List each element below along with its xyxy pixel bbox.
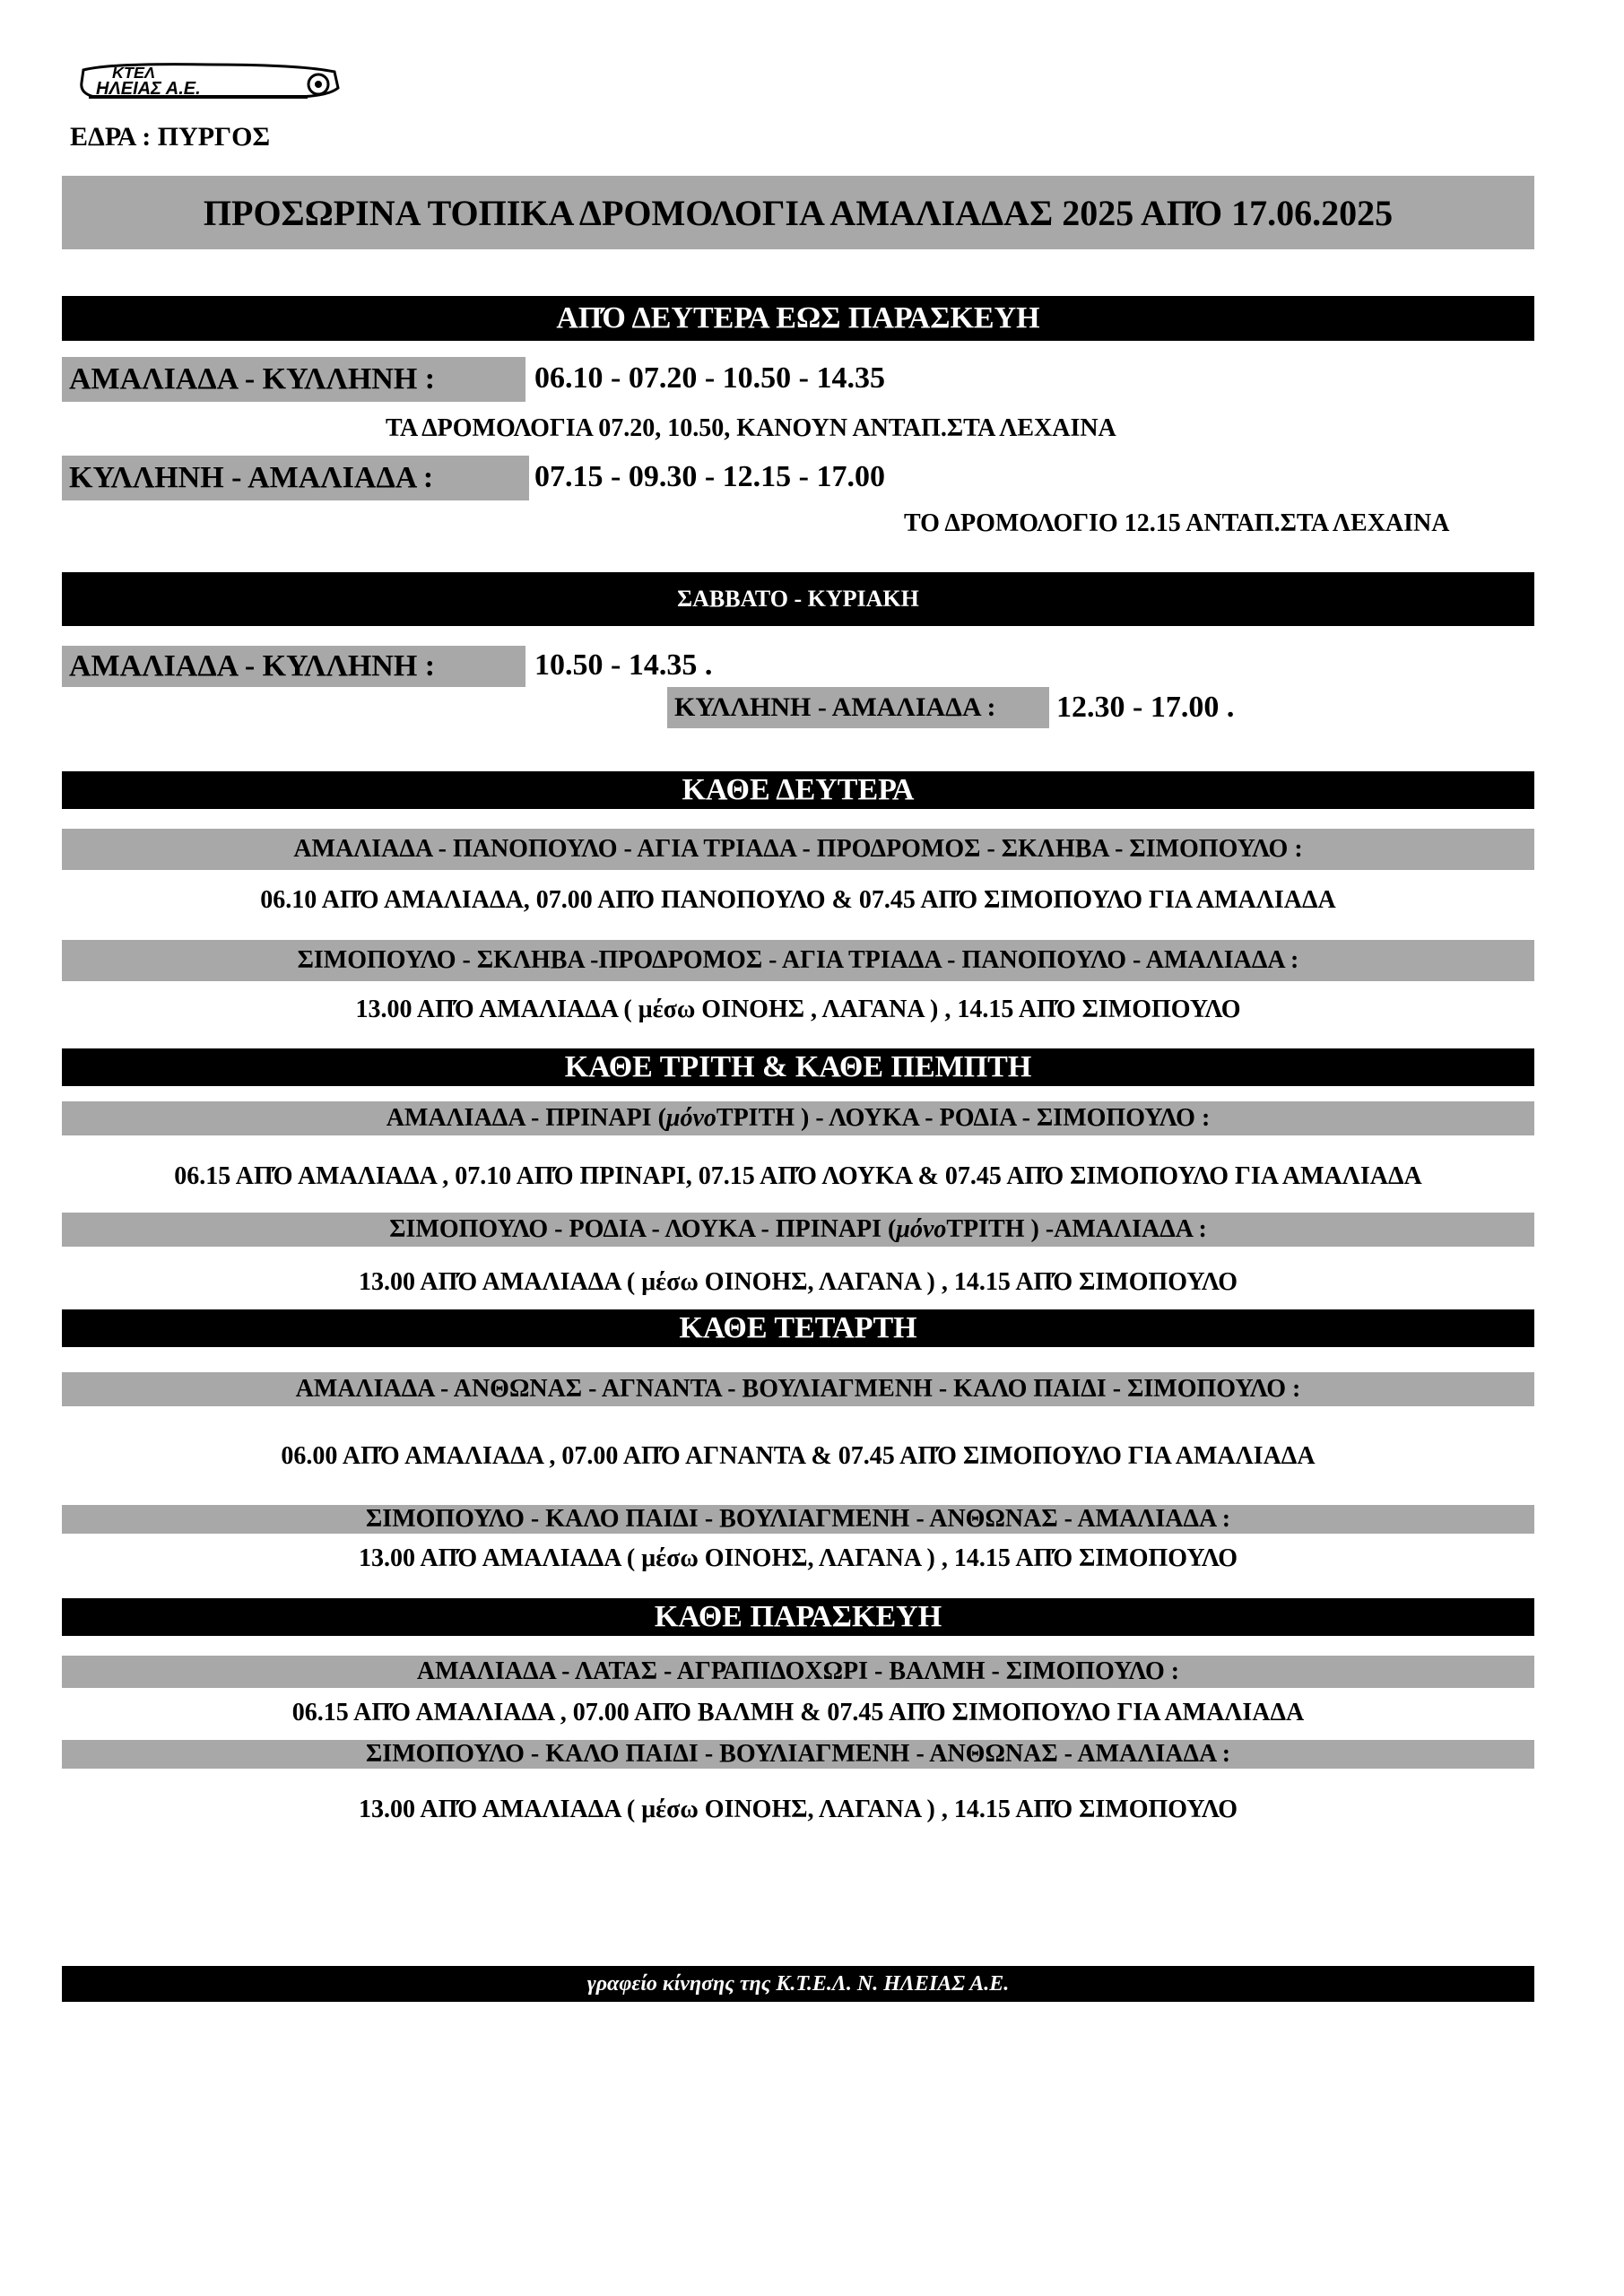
weekend-heading-text: ΣΑΒΒΑΤΟ - ΚΥΡΙΑΚΗ xyxy=(677,586,919,612)
wednesday-route2 xyxy=(62,1505,1534,1534)
page-title-text: ΠΡΟΣΩΡΙΝΑ ΤΟΠΙΚΑ ΔΡΟΜΟΛΟΓΙΑ ΑΜΑΛΙΑΔΑΣ 2025 ΑΠΌ 17.06.2025 xyxy=(203,192,1394,233)
weekend-route2-label-text: ΚΥΛΛΗΝΗ - ΑΜΑΛΙΑΔΑ : xyxy=(674,692,996,722)
monday-route2-times: 13.00 ΑΠΌ ΑΜΑΛΙΑΔΑ ( μέσω ΟΙΝΟΗΣ , ΛΑΓΑΝΑ ) , 14.15 ΑΠΌ ΣΙΜΟΠΟΥΛΟ xyxy=(355,996,1241,1023)
tue-thu-route2 xyxy=(62,1213,1534,1247)
monday-route1-text: ΑΜΑΛΙΑΔΑ - ΠΑΝΟΠΟΥΛΟ - ΑΓΙΑ ΤΡΙΑΔΑ - ΠΡΟΔΡΟΜΟΣ - ΣΚΛΗΒΑ - ΣΙΜΟΠΟΥΛΟ : xyxy=(293,835,1303,863)
ktel-logo xyxy=(76,61,345,102)
monday-heading-text: ΚΑΘΕ ΔΕΥΤΕΡΑ xyxy=(682,773,915,806)
weekend-route1-label xyxy=(62,646,525,687)
footer-bar xyxy=(62,1966,1534,2002)
page-title xyxy=(62,176,1534,249)
monday-heading xyxy=(62,771,1534,809)
wednesday-route2-text: ΣΙΜΟΠΟΥΛΟ - ΚΑΛΟ ΠΑΙΔΙ - ΒΟΥΛΙΑΓΜΕΝΗ - ΑΝΘΩΝΑΣ - ΑΜΑΛΙΑΔΑ : xyxy=(365,1505,1231,1533)
weekdays-route2-note: ΤΟ ΔΡΟΜΟΛΟΓΙΟ 12.15 ΑΝΤΑΠ.ΣΤΑ ΛΕΧΑΙΝΑ xyxy=(904,509,1450,537)
friday-route1-text: ΑΜΑΛΙΑΔΑ - ΛΑΤΑΣ - ΑΓΡΑΠΙΔΟΧΩΡΙ - ΒΑΛΜΗ - ΣΙΜΟΠΟΥΛΟ : xyxy=(416,1657,1180,1685)
tue-thu-route2-b: ΤΡΙΤΗ ) -ΑΜΑΛΙΑΔΑ : xyxy=(946,1215,1207,1243)
tue-thu-heading-text: ΚΑΘΕ ΤΡΙΤΗ & ΚΑΘΕ ΠΕΜΠΤΗ xyxy=(564,1050,1032,1083)
wednesday-route2-times: 13.00 ΑΠΌ ΑΜΑΛΙΑΔΑ ( μέσω ΟΙΝΟΗΣ, ΛΑΓΑΝΑ ) , 14.15 ΑΠΌ ΣΙΜΟΠΟΥΛΟ xyxy=(358,1544,1238,1572)
friday-route2-text: ΣΙΜΟΠΟΥΛΟ - ΚΑΛΟ ΠΑΙΔΙ - ΒΟΥΛΙΑΓΜΕΝΗ - ΑΝΘΩΝΑΣ - ΑΜΑΛΙΑΔΑ : xyxy=(365,1740,1231,1768)
wednesday-route1-times: 06.00 ΑΠΌ ΑΜΑΛΙΑΔΑ , 07.00 ΑΠΌ ΑΓΝΑΝΤΑ & 07.45 ΑΠΌ ΣΙΜΟΠΟΥΛΟ ΓΙΑ ΑΜΑΛΙΑΔΑ xyxy=(281,1442,1316,1470)
tue-thu-route1 xyxy=(62,1101,1534,1135)
weekdays-route2-label xyxy=(62,456,529,500)
tue-thu-route1-b: ΤΡΙΤΗ ) - ΛΟΥΚΑ - ΡΟΔΙΑ - ΣΙΜΟΠΟΥΛΟ : xyxy=(716,1104,1211,1132)
footer-text: γραφείο κίνησης της Κ.Τ.Ε.Λ. Ν. ΗΛΕΙΑΣ Α.Ε. xyxy=(586,1971,1010,1996)
friday-heading-text: ΚΑΘΕ ΠΑΡΑΣΚΕΥΗ xyxy=(654,1600,942,1633)
weekend-route1-label-text: ΑΜΑΛΙΑΔΑ - ΚΥΛΛΗΝΗ : xyxy=(69,649,436,683)
monday-route2-text: ΣΙΜΟΠΟΥΛΟ - ΣΚΛΗΒΑ -ΠΡΟΔΡΟΜΟΣ - ΑΓΙΑ ΤΡΙΑΔΑ - ΠΑΝΟΠΟΥΛΟ - ΑΜΑΛΙΑΔΑ : xyxy=(297,946,1299,974)
weekdays-route1-label xyxy=(62,357,525,402)
weekend-route2-times: 12.30 - 17.00 . xyxy=(1056,691,1235,724)
tue-thu-heading xyxy=(62,1048,1534,1086)
weekend-heading xyxy=(62,572,1534,626)
wednesday-heading xyxy=(62,1309,1534,1347)
tue-thu-route2-a: ΣΙΜΟΠΟΥΛΟ - ΡΟΔΙΑ - ΛΟΥΚΑ - ΠΡΙΝΑΡΙ ( xyxy=(389,1215,897,1243)
monday-route1-times: 06.10 ΑΠΌ ΑΜΑΛΙΑΔΑ, 07.00 ΑΠΌ ΠΑΝΟΠΟΥΛΟ & 07.45 ΑΠΌ ΣΙΜΟΠΟΥΛΟ ΓΙΑ ΑΜΑΛΙΑΔΑ xyxy=(260,886,1336,914)
wednesday-heading-text: ΚΑΘΕ ΤΕΤΑΡΤΗ xyxy=(679,1311,917,1344)
friday-heading xyxy=(62,1598,1534,1636)
wednesday-route1-text: ΑΜΑΛΙΑΔΑ - ΑΝΘΩΝΑΣ - ΑΓΝΑΝΤΑ - ΒΟΥΛΙΑΓΜΕΝΗ - ΚΑΛΟ ΠΑΙΔΙ - ΣΙΜΟΠΟΥΛΟ : xyxy=(295,1375,1301,1403)
weekdays-route2-times: 07.15 - 09.30 - 12.15 - 17.00 xyxy=(534,460,885,493)
weekdays-route1-label-text: ΑΜΑΛΙΑΔΑ - ΚΥΛΛΗΝΗ : xyxy=(69,362,436,396)
bus-logo-icon xyxy=(76,61,345,102)
tue-thu-route2-times: 13.00 ΑΠΌ ΑΜΑΛΙΑΔΑ ( μέσω ΟΙΝΟΗΣ, ΛΑΓΑΝΑ ) , 14.15 ΑΠΌ ΣΙΜΟΠΟΥΛΟ xyxy=(358,1268,1238,1296)
tue-thu-route1-times: 06.15 ΑΠΌ ΑΜΑΛΙΑΔΑ , 07.10 ΑΠΌ ΠΡΙΝΑΡΙ, 07.15 ΑΠΌ ΛΟΥΚΑ & 07.45 ΑΠΌ ΣΙΜΟΠΟΥΛΟ ΓΙΑ ΑΜΑΛΙΑΔΑ xyxy=(174,1162,1422,1190)
weekend-route2-label xyxy=(667,687,1049,728)
seat-label: ΕΔΡΑ : ΠΥΡΓΟΣ xyxy=(70,122,271,152)
friday-route1 xyxy=(62,1656,1534,1688)
weekdays-heading xyxy=(62,296,1534,341)
svg-text:ΚΤΕΛ: ΚΤΕΛ xyxy=(112,64,156,82)
friday-route1-times: 06.15 ΑΠΌ ΑΜΑΛΙΑΔΑ , 07.00 ΑΠΌ ΒΑΛΜΗ & 07.45 ΑΠΌ ΣΙΜΟΠΟΥΛΟ ΓΙΑ ΑΜΑΛΙΑΔΑ xyxy=(291,1699,1305,1726)
monday-route2 xyxy=(62,940,1534,981)
weekdays-heading-text: ΑΠΌ ΔΕΥΤΕΡΑ ΕΩΣ ΠΑΡΑΣΚΕΥΗ xyxy=(556,301,1040,335)
tue-thu-route1-a: ΑΜΑΛΙΑΔΑ - ΠΡΙΝΑΡΙ ( xyxy=(386,1104,666,1132)
friday-route2-times: 13.00 ΑΠΌ ΑΜΑΛΙΑΔΑ ( μέσω ΟΙΝΟΗΣ, ΛΑΓΑΝΑ ) , 14.15 ΑΠΌ ΣΙΜΟΠΟΥΛΟ xyxy=(358,1796,1238,1823)
weekdays-route2-label-text: ΚΥΛΛΗΝΗ - ΑΜΑΛΙΑΔΑ : xyxy=(69,461,434,494)
weekdays-route1-times: 06.10 - 07.20 - 10.50 - 14.35 xyxy=(534,361,885,395)
friday-route2 xyxy=(62,1740,1534,1769)
tue-thu-route1-italic: μόνο xyxy=(665,1104,716,1132)
monday-route1 xyxy=(62,829,1534,870)
wednesday-route1 xyxy=(62,1372,1534,1406)
weekend-route1-times: 10.50 - 14.35 . xyxy=(534,648,713,682)
tue-thu-route2-italic: μόνο xyxy=(896,1215,947,1243)
weekdays-route1-note: ΤΑ ΔΡΟΜΟΛΟΓΙΑ 07.20, 10.50, ΚΑΝΟΥΝ ΑΝΤΑΠ.ΣΤΑ ΛΕΧΑΙΝΑ xyxy=(386,414,1116,442)
svg-text:ΗΛΕΙΑΣ Α.Ε.: ΗΛΕΙΑΣ Α.Ε. xyxy=(96,79,201,99)
